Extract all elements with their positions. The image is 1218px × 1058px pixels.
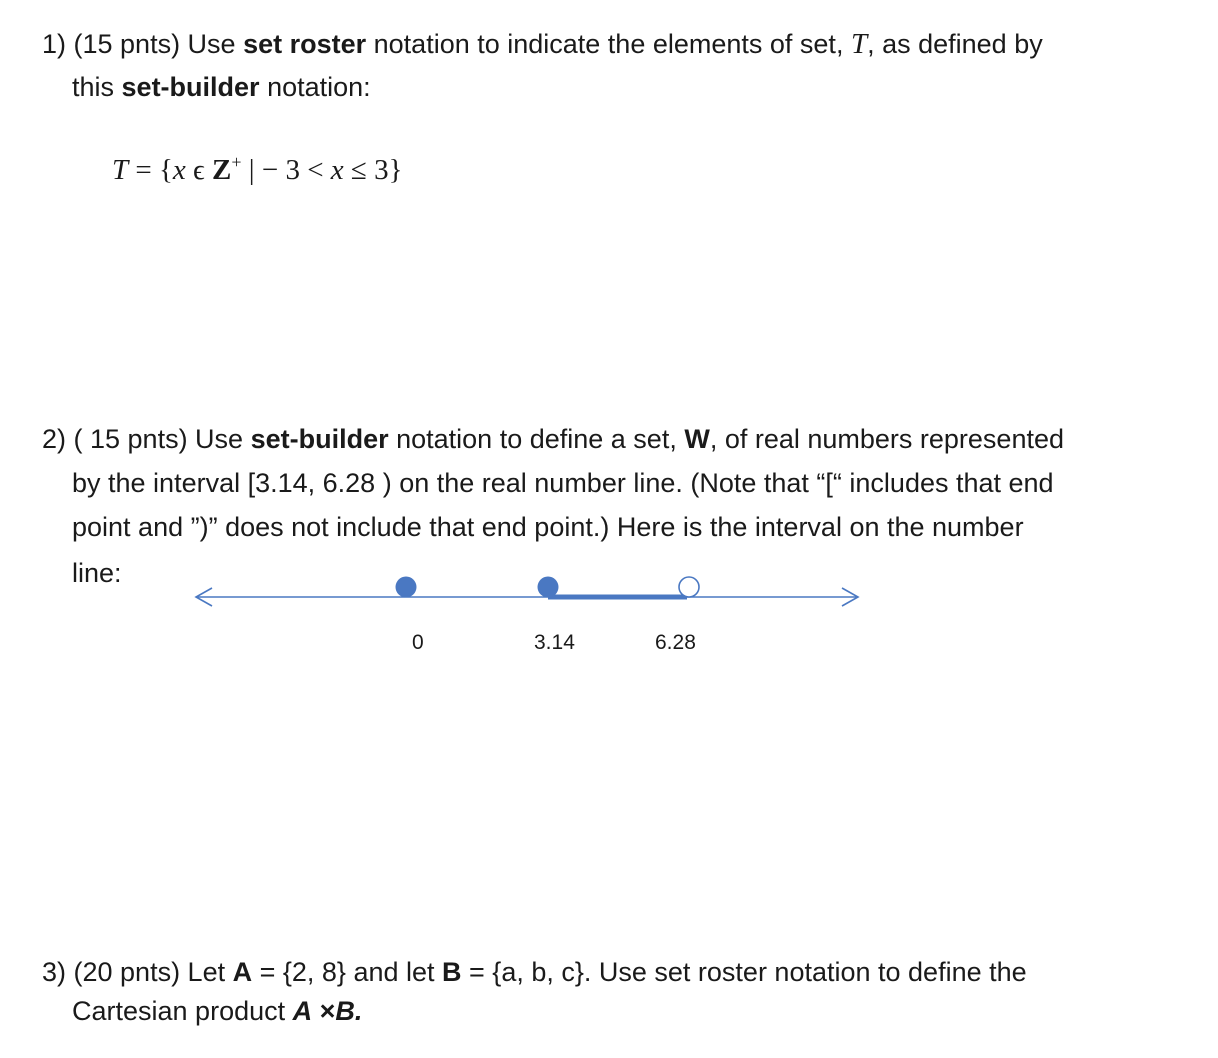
formula-lhs: T <box>112 154 129 186</box>
q2-set-name: W <box>684 424 710 454</box>
formula-var: x <box>330 154 344 186</box>
q2-bold-term: set-builder <box>250 424 389 454</box>
q3-line-1 <box>42 959 1027 986</box>
q1-text: notation: <box>259 72 371 102</box>
q3-times: × <box>312 996 336 1026</box>
q2-line-3: point and ”)” does not include that end point.) Here is the interval on the number <box>72 512 1024 542</box>
q3-product-b: B. <box>335 996 363 1026</box>
q1-text: 1) (15 pnts) Use <box>42 29 244 59</box>
q1-set-name: T <box>850 28 868 60</box>
formula-set: Z <box>212 154 232 186</box>
formula-in: ϵ <box>185 154 213 186</box>
tick-label-6-28: 6.28 <box>655 631 696 654</box>
q1-text: this <box>72 72 122 102</box>
point-3-14-filled <box>538 577 559 598</box>
tick-label-0: 0 <box>412 631 424 654</box>
q3-text: = {2, 8} and let <box>252 957 443 987</box>
formula-tail: ≤ 3} <box>343 154 403 186</box>
q1-bold-term: set roster <box>243 29 367 59</box>
q3-set-b: B <box>442 957 462 987</box>
formula-sup: + <box>231 151 242 172</box>
q3-set-a: A <box>232 957 253 987</box>
point-zero-filled <box>396 577 417 598</box>
q2-line-4: line: <box>72 558 122 588</box>
q3-line-2 <box>72 998 362 1025</box>
q3-text: Cartesian product <box>72 996 293 1026</box>
formula-eq: = { <box>128 154 173 186</box>
point-6-28-open <box>679 577 699 597</box>
q2-text: , of real numbers represented <box>709 424 1065 454</box>
tick-label-3-14: 3.14 <box>534 631 575 654</box>
q1-text: , as defined by <box>867 29 1043 59</box>
q3-text: 3) (20 pnts) Let <box>42 957 233 987</box>
q1-bold-term: set-builder <box>121 72 260 102</box>
q2-line-2: by the interval [3.14, 6.28 ) on the real number line. (Note that “[“ includes that end <box>72 468 1054 498</box>
q2-text: notation to define a set, <box>388 424 685 454</box>
q3-text: = {a, b, c}. Use set roster notation to define the <box>461 957 1027 987</box>
formula-var: x <box>172 154 186 186</box>
formula-condition: | − 3 < <box>241 154 331 186</box>
q1-text: notation to indicate the elements of set, <box>366 29 851 59</box>
q2-text: 2) ( 15 pnts) Use <box>42 424 251 454</box>
q3-product-a: A <box>292 996 313 1026</box>
